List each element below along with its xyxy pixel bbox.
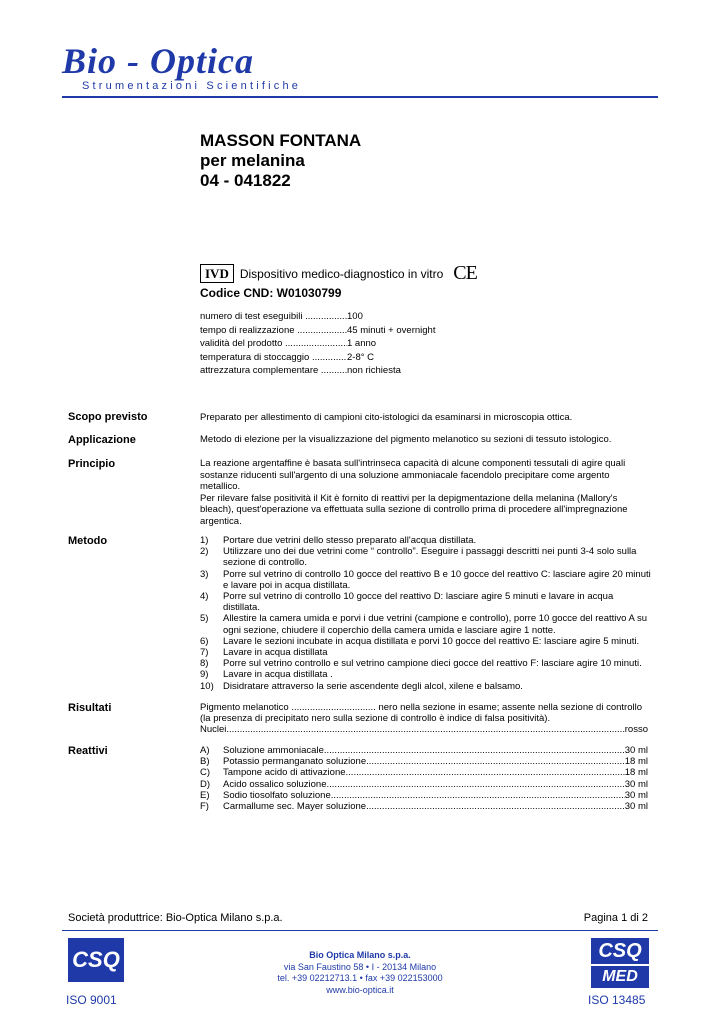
step-number: 4) [200,591,209,603]
section-label-metodo: Metodo [68,535,108,547]
step-text: Portare due vetrini dello stesso preparato all'acqua distillata. [223,535,477,546]
section-label-risultati: Risultati [68,702,112,714]
csq-logo-left: CSQ [68,938,124,982]
reagent-letter: C) [200,767,211,779]
section-label-applicazione: Applicazione [68,434,136,446]
method-step [200,569,652,591]
iso-9001-label: ISO 9001 [66,993,117,1007]
csq-logo-right: CSQ [591,938,649,964]
section-text-risultati [200,702,648,736]
producer-line: Società produttrice: Bio-Optica Milano s.p.a. [68,912,283,924]
section-label-principio: Principio [68,458,116,470]
method-step [200,535,652,546]
spec-value: 100 [347,311,363,322]
title-line-1: MASSON FONTANA [200,131,362,150]
method-step [200,647,652,658]
reagent-qty: 30 ml [624,789,648,801]
reagent-qty: 18 ml [624,767,648,779]
result-nuclei [200,724,648,735]
step-number: 10) [200,680,214,692]
page-number: Pagina 1 di 2 [583,912,648,924]
spec-row [200,337,435,351]
reagent-name: Soluzione ammoniacale [223,745,324,756]
spec-row [200,310,435,324]
reagent-qty: 18 ml [624,756,648,768]
reagent-letter: E) [200,789,210,801]
section-label-reattivi: Reattivi [68,745,108,757]
spec-label: attrezzatura complementare ..... [200,364,347,378]
company-address: via San Faustino 58 • I - 20134 Milano [283,961,437,972]
step-text: Lavare in acqua distillata [223,647,328,659]
result-nuclei-label: Nuclei [200,724,227,736]
method-step [200,681,652,692]
result-note: (la presenza di precipitato nero sulla sezione di controllo è indice di falsa positività). [200,713,551,725]
result-pigment-label: Pigmento melanotico [200,702,289,713]
step-text: Lavare le sezioni incubate in acqua distillata e porvi 10 gocce del reattivo E: lasciare agire 5 minuti. [223,635,640,647]
result-nuclei-value: rosso [624,724,648,736]
reagents-list [200,745,648,812]
method-step [200,591,652,613]
step-number: 1) [200,535,209,546]
section-text-applicazione: Metodo di elezione per la visualizzazione del pigmento melanotico su sezioni di tessuto istologico. [200,434,612,445]
ivd-text: Dispositivo medico-diagnostico in vitro [239,266,444,281]
company-info [240,950,480,996]
result-pigment: Pigmento melanotico ................................ nero nella sezione in esame; assente nella sezione di controllo [200,702,642,713]
spec-row [200,364,435,378]
spec-label: validità del prodotto ..... [200,337,347,351]
specs-list [200,310,435,378]
spec-value: non richiesta [347,365,401,376]
principio-paragraph-1: La reazione argentaffine è basata sull'intrinseca capacità di alcune componenti tessutali di agire quali sostanze riducenti sull'argento di una soluzione ammoniacale facendolo precipitare come argento metallico. [200,458,626,493]
reagent-row [200,756,648,767]
reagent-name: Sodio tiosolfato soluzione [223,789,331,801]
logo-title: Bio - Optica [62,41,254,81]
reagent-qty: 30 ml [624,778,648,790]
reagent-name: Carmallume sec. Mayer soluzione [223,801,367,813]
method-step [200,636,652,647]
cnd-code: Codice CND: W01030799 [200,286,342,300]
footer-divider [62,930,658,931]
step-text: Allestire la camera umida e porvi i due vetrini (campione e controllo), porre 10 gocce del reattivo A su ogni sezione, chiudere il coperchio della camera umida e lasciare agire 1 notte. [223,613,648,636]
step-number: 8) [200,658,209,670]
ivd-badge: IVD [200,264,234,283]
company-website[interactable]: www.bio-optica.it [326,984,394,995]
method-step [200,546,652,568]
med-logo: MED [591,966,649,988]
iso-13485-label: ISO 13485 [588,993,646,1007]
spec-value: 1 anno [347,338,377,349]
step-text: Porre sul vetrino controllo e sul vetrino campione dieci gocce del reattivo F: lasciare agire 10 minuti. [223,658,642,670]
section-text-scopo: Preparato per allestimento di campioni cito-istologici da esaminarsi in microscopia ottica. [200,412,573,423]
spec-label: tempo di realizzazione ..... [200,324,347,338]
spec-row [200,351,435,365]
step-number: 6) [200,635,209,647]
spec-label: numero di test eseguibili ..... [200,310,347,324]
section-text-principio [200,458,652,528]
reagent-row [200,801,648,812]
reagent-name: Tampone acido di attivazione [223,767,346,779]
reagent-row [200,745,648,756]
method-step [200,658,652,669]
header-divider [62,96,658,98]
reagent-row [200,767,648,778]
document-title [200,131,361,191]
title-line-3: 04 - 041822 [200,171,291,190]
reagent-name: Potassio permanganato soluzione [223,756,367,768]
reagent-letter: A) [200,745,210,756]
company-name: Bio Optica Milano s.p.a. [309,950,411,960]
method-step [200,613,652,635]
method-step [200,669,652,680]
reagent-letter: F) [200,801,209,813]
reagent-letter: D) [200,778,211,790]
step-text: Utilizzare uno dei due vetrini come “ controllo”. Eseguire i passaggi descritti nei punti 3-4 solo sulla sezione di controllo. [223,546,637,569]
step-number: 2) [200,546,209,558]
reagent-letter: B) [200,756,210,768]
reagent-qty: 30 ml [624,745,648,756]
spec-value: 45 minuti + overnight [347,324,436,336]
method-steps [200,535,652,692]
ivd-line [200,262,477,285]
step-text: Porre sul vetrino di controllo 10 gocce del reattivo B e 10 gocce del reattivo C: lasciare agire 20 minuti e lavare poi in acqua distillata. [223,568,651,591]
step-number: 3) [200,568,209,580]
step-text: Porre sul vetrino di controllo 10 gocce del reattivo D: lasciare agire 5 minuti e lavare in acqua distillata. [223,591,614,614]
reagent-row [200,790,648,801]
title-line-2: per melanina [200,151,305,170]
step-text: Lavare in acqua distillata . [223,669,333,681]
reagent-qty: 30 ml [624,801,648,813]
ce-mark-icon: CE [453,262,477,284]
step-number: 5) [200,613,209,625]
spec-value: 2-8° C [347,351,375,363]
spec-label: temperatura di stoccaggio ..... [200,351,347,365]
company-phone: tel. +39 02212713.1 • fax +39 022153000 [277,973,443,983]
spec-row [200,324,435,338]
step-text: Disidratare attraverso la serie ascendente degli alcol, xilene e balsamo. [223,680,523,692]
step-number: 9) [200,669,209,681]
reagent-name: Acido ossalico soluzione [223,778,327,790]
principio-paragraph-2: Per rilevare false positività il Kit è fornito di reattivi per la depigmentazione della melanina (Mallory's bleach), quest'operazione va effettuata sulla sezione di controllo prima di procedere all'impregnazione argentica. [200,492,628,527]
reagent-row [200,779,648,790]
logo-subtitle: Strumentazioni Scientifiche [82,80,302,92]
result-pigment-value: nero nella sezione in esame; assente nella sezione di controllo [378,702,642,713]
section-label-scopo: Scopo previsto [68,411,148,423]
step-number: 7) [200,647,209,659]
